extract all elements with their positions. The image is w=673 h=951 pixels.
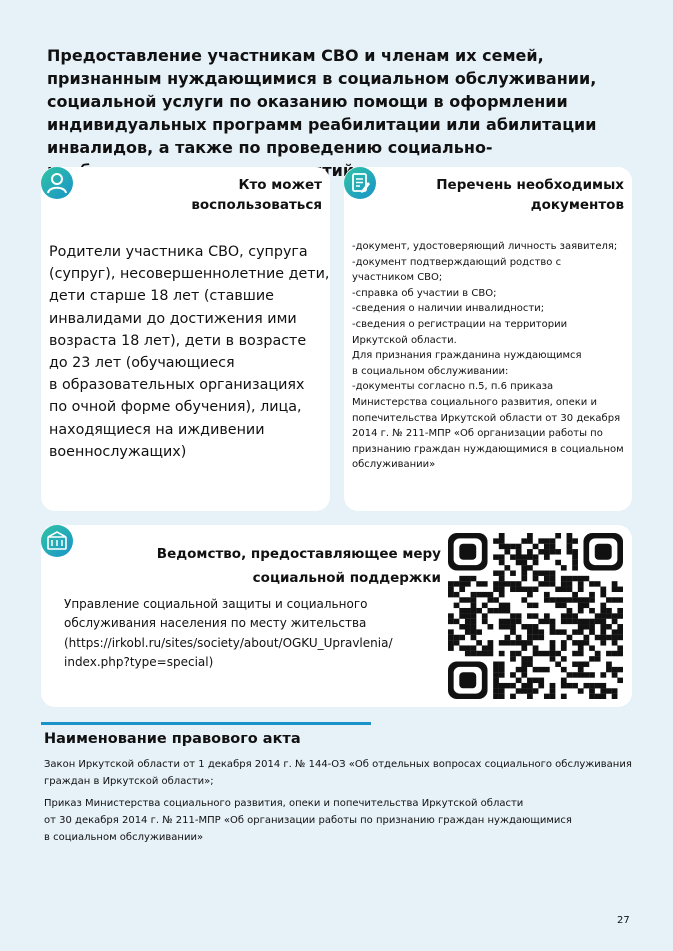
text-line: обслуживания населения по месту жительства bbox=[64, 616, 367, 631]
list-item: -сведения о регистрации на территории bbox=[352, 318, 568, 330]
text-line: (супруг), несовершеннолетние дети, bbox=[49, 266, 330, 283]
list-item: Для признания гражданина нуждающимся bbox=[352, 350, 582, 362]
building-icon bbox=[41, 525, 73, 557]
url-link[interactable]: (https://irkobl.ru/sites/society/about/OGKU_Upravlenia/ bbox=[64, 635, 393, 650]
section-divider bbox=[41, 722, 371, 725]
list-item: в социальном обслуживании: bbox=[352, 365, 509, 377]
who-heading bbox=[122, 175, 322, 215]
text-line: граждан в Иркутской области»; bbox=[44, 776, 214, 787]
docs-heading-line2: документов bbox=[530, 197, 624, 213]
user-icon bbox=[41, 167, 73, 199]
qr-code[interactable] bbox=[448, 533, 623, 699]
law-item-1 bbox=[44, 756, 634, 790]
docs-list bbox=[352, 239, 637, 473]
text-line: от 30 декабря 2014 г. № 211-МПР «Об организации работы по признанию граждан нуждающимися bbox=[44, 815, 572, 826]
dept-card bbox=[41, 525, 632, 707]
list-item: Министерства социального развития, опеки и bbox=[352, 396, 597, 408]
page-number: 27 bbox=[617, 915, 630, 926]
url-link[interactable]: index.php?type=special) bbox=[64, 654, 214, 669]
list-item: признанию граждан нуждающимися в социальном bbox=[352, 443, 624, 455]
document-icon bbox=[344, 167, 376, 199]
text-line: дети старше 18 лет (ставшие bbox=[49, 288, 274, 305]
dept-heading-line2: социальной поддержки bbox=[252, 570, 441, 586]
docs-card bbox=[344, 167, 632, 511]
list-item: -документы согласно п.5, п.6 приказа bbox=[352, 381, 554, 393]
text-line: Родители участника СВО, супруга bbox=[49, 244, 308, 260]
text-line: возраста 18 лет), дети в возрасте bbox=[49, 332, 307, 349]
law-item-2 bbox=[44, 795, 634, 846]
text-line: в социальном обслуживании» bbox=[44, 832, 204, 843]
who-card bbox=[41, 167, 330, 511]
list-item: обслуживании» bbox=[352, 459, 436, 471]
who-heading-line1: Кто может bbox=[238, 177, 322, 193]
docs-heading-line1: Перечень необходимых bbox=[436, 177, 624, 193]
list-item: Иркутской области. bbox=[352, 334, 457, 346]
list-item: -сведения о наличии инвалидности; bbox=[352, 303, 545, 315]
law-heading: Наименование правового акта bbox=[44, 731, 301, 747]
list-item: попечительства Иркутской области от 30 декабря bbox=[352, 412, 621, 424]
list-item: 2014 г. № 211-МПР «Об организации работы по bbox=[352, 428, 603, 440]
text-line: инвалидами до достижения ими bbox=[49, 310, 297, 327]
page-title: Предоставление участникам СВО и членам их семей, признанным нуждающимися в социальном обслуживании, социальной услуги по оказанию помощи в оформлении индивидуальных программ реабилитации или абилитации инвалидов, а также по проведению социально- bbox=[47, 46, 597, 157]
dept-heading-line1: Ведомство, предоставляющее меру bbox=[156, 546, 441, 562]
who-text bbox=[49, 241, 339, 463]
docs-heading bbox=[394, 175, 624, 215]
dept-text bbox=[64, 595, 424, 672]
text-line: в образовательных организациях bbox=[49, 377, 305, 394]
text-line: Закон Иркутской области от 1 декабря 2014 г. № 144-ОЗ «Об отдельных вопросах социального обслуживания bbox=[44, 759, 632, 770]
text-line: находящиеся на иждивении bbox=[49, 421, 265, 438]
text-line: Управление социальной защиты и социального bbox=[64, 597, 368, 611]
list-item: -документ, удостоверяющий личность заявителя; bbox=[352, 241, 618, 252]
dept-heading bbox=[125, 542, 441, 590]
who-heading-line2: воспользоваться bbox=[191, 197, 322, 213]
text-line: до 23 лет (обучающиеся bbox=[49, 355, 235, 372]
list-item: -справка об участии в СВО; bbox=[352, 287, 497, 299]
list-item: участником СВО; bbox=[352, 272, 443, 284]
text-line: по очной форме обучения), лица, bbox=[49, 399, 302, 416]
text-line: Приказ Министерства социального развития, опеки и попечительства Иркутской области bbox=[44, 798, 524, 809]
text-line: военнослужащих) bbox=[49, 443, 187, 460]
list-item: -документ подтверждающий родство с bbox=[352, 256, 562, 268]
